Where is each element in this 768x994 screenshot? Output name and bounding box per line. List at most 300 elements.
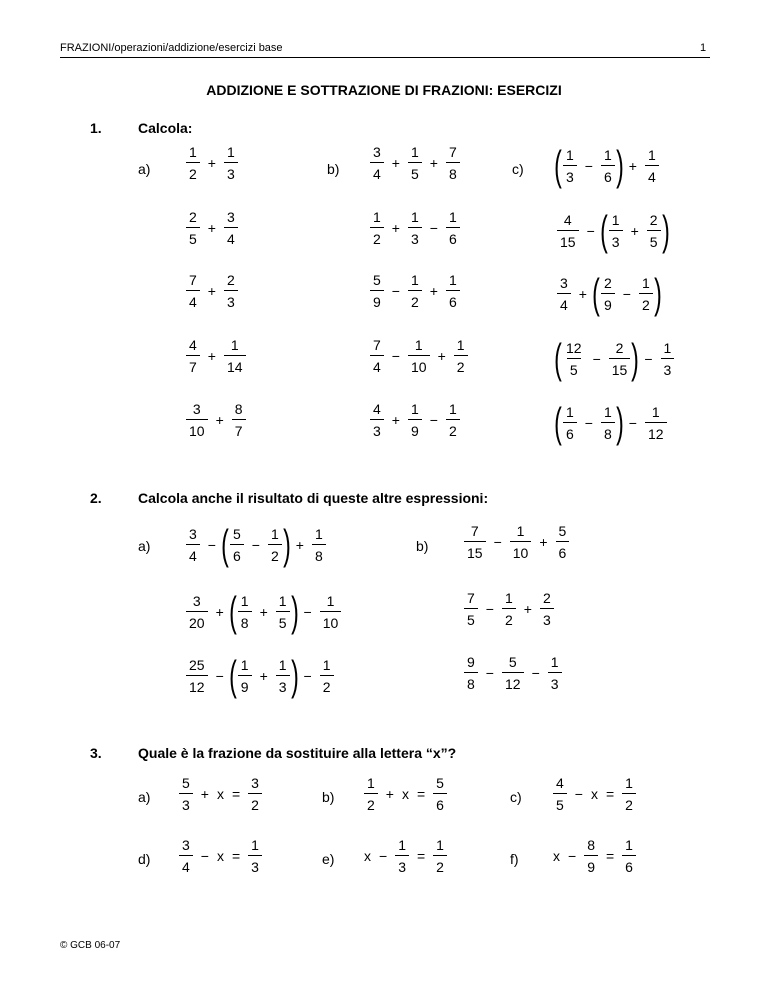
section-3-number: 3. [90,745,102,761]
operator: − [391,348,400,364]
numerator: 1 [314,526,323,542]
fraction [643,148,661,184]
numerator: 12 [566,340,582,356]
numerator: 5 [182,775,190,791]
expression [362,838,449,874]
parenthesized-group [228,652,299,699]
numerator: 1 [322,657,331,673]
denominator: 3 [609,230,623,249]
numerator: 1 [251,837,259,853]
unknown-variable: x [364,848,371,864]
fraction [318,658,336,694]
operator: − [584,415,593,431]
numerator: 1 [641,275,650,291]
fraction [452,338,470,374]
denominator: 6 [446,290,460,309]
section-2-label-a: a) [138,538,151,554]
numerator: 5 [558,523,567,539]
fraction [177,776,195,812]
expression [555,207,670,254]
fraction [620,838,638,874]
expression [555,270,662,317]
numerator: 1 [410,401,419,417]
numerator: 1 [414,337,423,353]
section-1-label-b: b) [327,161,340,177]
operator: + [215,412,224,428]
operator: + [630,223,639,239]
expression [554,335,676,382]
numerator: 5 [232,526,241,542]
numerator: 1 [647,147,656,163]
fraction [620,776,638,812]
fraction [500,655,526,691]
expression [368,402,462,438]
expression [184,273,240,309]
operator: − [622,286,631,302]
operator: − [379,848,388,864]
denominator: 9 [408,419,422,438]
right-parenthesis: ) [290,588,299,635]
denominator: 4 [557,293,571,312]
section-3-label-c: c) [510,789,522,805]
operator: + [391,155,400,171]
denominator: 10 [186,419,208,438]
numerator: 2 [542,590,551,606]
section-1-label-c: c) [512,161,524,177]
denominator: 2 [454,355,468,374]
denominator: 5 [553,793,567,812]
fraction [236,658,254,694]
numerator: 5 [508,654,517,670]
denominator: 2 [248,793,262,812]
numerator: 1 [230,337,239,353]
denominator: 2 [502,608,516,627]
operator: − [531,665,540,681]
operator: + [207,220,216,236]
numerator: 1 [373,209,381,225]
fraction [246,838,264,874]
denominator: 3 [224,290,238,309]
numerator: 3 [182,837,190,853]
numerator: 1 [448,272,457,288]
parenthesized-group [554,335,640,382]
expression [184,402,248,438]
operator: + [539,534,548,550]
denominator: 5 [408,162,422,181]
header-path: FRAZIONI/operazioni/addizione/esercizi base [60,42,283,54]
left-parenthesis: ( [228,588,237,635]
parenthesized-group [228,588,299,635]
section-3-label-a: a) [138,789,151,805]
section-1-title: Calcola: [138,120,193,136]
denominator: 8 [312,544,326,563]
operator: − [493,534,502,550]
operator: + [295,537,304,553]
denominator: 2 [622,793,636,812]
fraction [599,148,617,184]
operator: + [207,155,216,171]
right-parenthesis: ) [631,335,640,382]
numerator: 1 [566,147,574,163]
denominator: 12 [502,672,524,691]
numerator: 2 [649,212,658,228]
numerator: 7 [448,144,457,160]
fraction [659,341,677,377]
denominator: 8 [601,422,615,441]
fraction [462,591,480,627]
expression [177,838,264,874]
denominator: 7 [186,355,200,374]
numerator: 7 [467,590,475,606]
denominator: 3 [408,227,422,246]
denominator: 3 [548,672,562,691]
denominator: 6 [446,227,460,246]
operator: − [592,351,601,367]
expression [184,588,343,635]
left-parenthesis: ( [592,270,600,317]
operator: − [200,848,209,864]
operator: + [215,604,224,620]
fraction [637,276,655,312]
section-1-number: 1. [90,120,102,136]
denominator: 10 [510,541,532,560]
left-parenthesis: ( [221,521,229,568]
numerator: 1 [566,404,574,420]
numerator: 1 [651,404,660,420]
operator: − [574,786,583,802]
fraction [184,273,202,309]
footer-copyright: © GCB 06-07 [60,940,121,951]
denominator: 5 [647,230,661,249]
denominator: 6 [622,855,636,874]
denominator: 4 [370,162,384,181]
denominator: 12 [645,422,667,441]
denominator: 2 [639,293,653,312]
right-parenthesis: ) [290,652,299,699]
expression [368,338,470,374]
fraction [266,527,284,563]
denominator: 4 [186,544,200,563]
denominator: 6 [601,165,615,184]
numerator: 7 [373,337,381,353]
numerator: 3 [226,209,235,225]
numerator: 1 [367,775,375,791]
left-parenthesis: ( [554,399,562,446]
numerator: 25 [189,657,205,673]
denominator: 3 [276,675,290,694]
operator: + [200,786,209,802]
operator: − [429,412,438,428]
fraction [431,776,449,812]
section-3-title: Quale è la frazione da sostituire alla lettera “x”? [138,745,457,761]
fraction [318,594,344,630]
numerator: 3 [251,775,259,791]
fraction [444,210,462,246]
denominator: 5 [464,608,478,627]
fraction [643,405,669,441]
fraction [274,658,292,694]
expression [362,776,449,812]
denominator: 12 [186,675,208,694]
numerator: 8 [234,401,243,417]
denominator: 3 [661,358,675,377]
fraction [645,213,663,249]
numerator: 1 [398,837,406,853]
unknown-variable: x [216,786,224,802]
numerator: 1 [625,775,633,791]
numerator: 1 [504,590,513,606]
section-3-label-f: f) [510,851,519,867]
fraction [177,838,195,874]
denominator: 9 [238,675,252,694]
left-parenthesis: ( [554,335,562,382]
numerator: 1 [226,144,235,160]
numerator: 3 [373,144,381,160]
numerator: 1 [663,340,672,356]
fraction [462,655,480,691]
left-parenthesis: ( [554,142,562,189]
expression [368,210,462,246]
fraction [184,338,202,374]
numerator: 1 [410,272,419,288]
fraction [274,594,292,630]
denominator: 4 [179,855,193,874]
numerator: 1 [603,147,612,163]
numerator: 1 [448,401,457,417]
fraction [406,210,424,246]
operator: + [628,158,637,174]
operator: − [586,223,595,239]
operator: + [578,286,587,302]
fraction [444,273,462,309]
fraction [582,838,600,874]
operator: − [429,220,438,236]
denominator: 9 [584,855,598,874]
denominator: 4 [370,355,384,374]
operator: − [485,665,494,681]
fraction [555,213,581,249]
section-3-label-b: b) [322,789,335,805]
denominator: 2 [186,162,200,181]
operator: + [385,786,394,802]
denominator: 6 [556,541,570,560]
fraction [368,145,386,181]
fraction [184,527,202,563]
numerator: 1 [278,593,287,609]
denominator: 15 [464,541,486,560]
denominator: 6 [433,793,447,812]
denominator: 3 [563,165,577,184]
expression [554,142,661,189]
fraction [538,591,556,627]
denominator: 2 [408,290,422,309]
denominator: 20 [186,611,208,630]
expression [368,273,462,309]
right-parenthesis: ) [653,270,662,317]
fraction [222,273,240,309]
section-2-title: Calcola anche il risultato di queste altre espressioni: [138,490,489,506]
fraction [184,658,210,694]
right-parenthesis: ) [615,142,624,189]
fraction [222,338,248,374]
fraction [607,213,625,249]
parenthesized-group [554,142,624,189]
numerator: 1 [240,593,249,609]
operator: − [485,601,494,617]
numerator: 1 [240,657,249,673]
denominator: 4 [645,165,659,184]
fraction [310,527,328,563]
denominator: 4 [186,290,200,309]
denominator: 14 [224,355,246,374]
numerator: 1 [189,144,197,160]
numerator: 2 [226,272,235,288]
denominator: 2 [370,227,384,246]
denominator: 10 [408,355,430,374]
parenthesized-group [221,521,291,568]
denominator: 5 [186,227,200,246]
numerator: 3 [192,593,201,609]
denominator: 5 [276,611,290,630]
operator: + [437,348,446,364]
fraction [500,591,518,627]
numerator: 7 [470,523,479,539]
numerator: 2 [189,209,197,225]
fraction [561,405,579,441]
numerator: 9 [467,654,475,670]
operator: − [303,668,312,684]
section-3-label-d: d) [138,851,151,867]
denominator: 7 [232,419,246,438]
fraction [368,402,386,438]
numerator: 1 [278,657,287,673]
numerator: 2 [603,275,612,291]
fraction [184,145,202,181]
expression [368,145,462,181]
numerator: 1 [436,837,444,853]
numerator: 3 [192,401,201,417]
fraction [406,402,424,438]
fraction [555,276,573,312]
operator: − [584,158,593,174]
operator: + [259,668,268,684]
fraction [546,655,564,691]
parenthesized-group [554,399,624,446]
expression [462,524,571,560]
numerator: 1 [611,212,620,228]
fraction [462,524,488,560]
expression [551,838,638,874]
denominator: 15 [557,230,579,249]
numerator: 1 [410,209,419,225]
operator: − [207,537,216,553]
denominator: 3 [248,855,262,874]
fraction [444,402,462,438]
parenthesized-group [592,270,662,317]
numerator: 5 [373,272,381,288]
denominator: 9 [370,290,384,309]
numerator: 4 [563,212,572,228]
operator: − [303,604,312,620]
expression [184,145,240,181]
denominator: 2 [268,544,282,563]
denominator: 3 [224,162,238,181]
operator: − [628,415,637,431]
fraction [184,210,202,246]
operator: + [391,412,400,428]
denominator: 2 [446,419,460,438]
page-title: ADDIZIONE E SOTTRAZIONE DI FRAZIONI: ESERCIZI [206,82,562,98]
operator: − [568,848,577,864]
denominator: 9 [601,293,615,312]
expression [184,521,328,568]
numerator: 7 [189,272,197,288]
operator: + [429,155,438,171]
expression [184,338,248,374]
fraction [184,402,210,438]
left-parenthesis: ( [599,207,608,254]
denominator: 5 [567,358,581,377]
fraction [599,276,617,312]
expression [462,655,564,691]
section-1-label-a: a) [138,161,151,177]
operator: + [259,604,268,620]
fraction [551,776,569,812]
fraction [184,594,210,630]
numerator: 1 [516,523,525,539]
fraction [393,838,411,874]
operator: − [251,537,260,553]
fraction [368,338,386,374]
expression [184,210,240,246]
unknown-variable: x [401,786,409,802]
numerator: 1 [603,404,612,420]
fraction [406,273,424,309]
expression [554,399,669,446]
numerator: 4 [556,775,564,791]
fraction [508,524,534,560]
operator: = [231,786,241,802]
operator: = [231,848,241,864]
operator: + [207,348,216,364]
numerator: 5 [436,775,444,791]
expression [184,652,336,699]
denominator: 15 [609,358,631,377]
fraction [607,341,633,377]
unknown-variable: x [216,848,224,864]
expression [462,591,556,627]
numerator: 2 [615,340,624,356]
operator: + [207,283,216,299]
operator: = [416,786,426,802]
numerator: 1 [550,654,559,670]
numerator: 3 [189,526,197,542]
fraction [222,210,240,246]
fraction [246,776,264,812]
fraction [228,527,246,563]
numerator: 1 [270,526,279,542]
fraction [561,148,579,184]
operator: − [391,283,400,299]
denominator: 6 [230,544,244,563]
right-parenthesis: ) [282,521,291,568]
fraction [368,210,386,246]
fraction [236,594,254,630]
denominator: 3 [540,608,554,627]
denominator: 3 [395,855,409,874]
operator: = [416,848,426,864]
numerator: 1 [456,337,465,353]
